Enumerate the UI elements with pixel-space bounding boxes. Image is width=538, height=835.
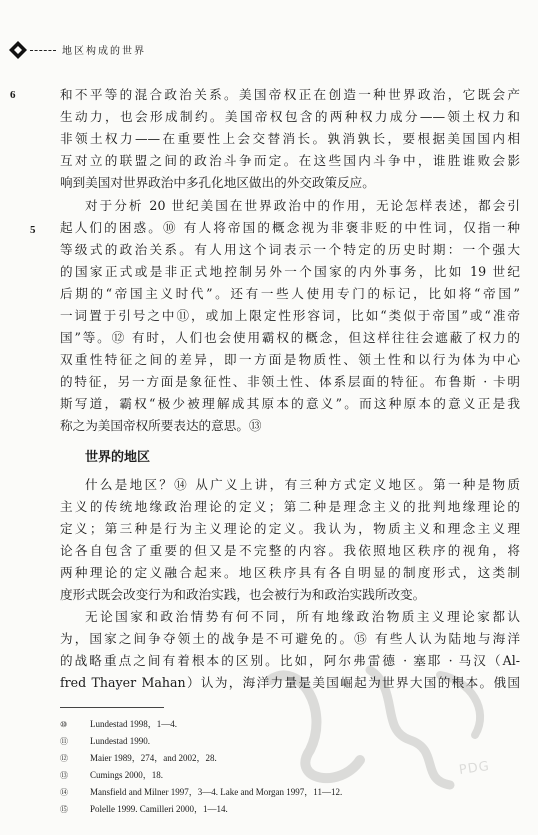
footnote-number: ⑭ xyxy=(60,788,68,797)
text-line: 和不平等的混合政治关系。美国帝权正在创造一种世界政治，它既会产 xyxy=(60,87,520,102)
text-line: 双重性特征之间的差异，即一方面是物质性、领土性和以行为体为中心 xyxy=(60,352,520,367)
text-line: 主义的传统地缘政治理论的定义；第二种是理念主义的批判地缘理论的 xyxy=(60,499,520,514)
text-line: 的特征，另一方面是象征性、非领土性、体系层面的特征。布鲁斯 · 卡明 xyxy=(60,374,520,389)
text-line: 两种理论的定义融合起来。地区秩序具有各自明显的制度形式，这类制 xyxy=(60,565,520,580)
running-header xyxy=(8,36,178,66)
text-line: 什么是地区？⑭ 从广义上讲，有三种方式定义地区。第一种是物质 xyxy=(85,477,520,492)
watermark-text: PDG xyxy=(458,758,491,779)
text-line: fred Thayer Mahan）认为，海洋力量是美国崛起为世界大国的根本。俄国 xyxy=(60,675,520,690)
footnote-number: ⑩ xyxy=(60,720,68,729)
text-line: 定义；第三种是行为主义理论的定义。我认为，物质主义和理念主义理 xyxy=(60,521,520,536)
text-line: 的战略重点之间有着根本的区别。比如，阿尔弗雷德 · 塞耶 · 马汉（Al- xyxy=(60,653,520,668)
header-dashed-rule xyxy=(30,50,56,51)
footnote-number: ⑫ xyxy=(60,754,68,763)
text-line: 称之为美国帝权所要表达的意思。⑬ xyxy=(60,418,262,433)
watermark-seal-icon xyxy=(250,650,520,800)
section-heading: 世界的地区 xyxy=(85,450,151,465)
footnote-number: ⑬ xyxy=(60,771,68,780)
text-line: 斯写道，霸权“极少被理解成其原本的意义”。而这种原本的意义正是我 xyxy=(60,396,520,411)
footnote xyxy=(60,801,520,817)
text-line: 后期的“帝国主义时代”。还有一些人使用专门的标记，比如将“帝国” xyxy=(60,286,520,301)
text-line: 响到美国对世界政治中多孔化地区做出的外交政策反应。 xyxy=(60,175,375,190)
margin-number: 6 xyxy=(10,89,16,101)
footnote-number: ⑮ xyxy=(60,805,68,814)
footnote-divider xyxy=(60,707,164,708)
footnote-text: Lundestad 1990. xyxy=(90,736,150,746)
footnote-text: Cumings 2000，18. xyxy=(90,770,164,780)
text-line: 为，国家之间争夺领土的战争是不可避免的。⑮ 有些人认为陆地与海洋 xyxy=(60,631,520,646)
diamond-ornament-icon xyxy=(8,40,28,60)
text-line: 生动力，也会形成制约。美国帝权包含的两种权力成分——领土权力和 xyxy=(60,109,520,124)
margin-number: 5 xyxy=(30,224,36,236)
header-title: 地区构成的世界 xyxy=(62,46,146,57)
text-line: 等级式的政治关系。有人用这个词表示一个特定的历史时期：一个强大 xyxy=(60,242,520,257)
text-line: 无论国家和政治情势有何不同，所有地缘政治物质主义理论家都认 xyxy=(85,609,520,624)
footnote-text: Maier 1989，274，and 2002，28. xyxy=(90,753,217,763)
text-line: 度形式既会改变行为和政治实践，也会被行为和政治实践所改变。 xyxy=(60,587,426,602)
footnote-text: Polelle 1999. Camilleri 2000，1—14. xyxy=(90,804,228,814)
text-line: 一词置于引号之中⑪，或加上限定性形容词，比如“类似于帝国”或“准帝 xyxy=(60,308,520,323)
text-line: 国”等。⑫ 有时，人们也会使用霸权的概念，但这样往往会遮蔽了权力的 xyxy=(60,330,520,345)
footnote-text: Lundestad 1998，1—4. xyxy=(90,719,177,729)
footnote-number: ⑪ xyxy=(60,737,68,746)
footnote-text: Mansfield and Milner 1997，3—4. Lake and Morgan 1997，11—12. xyxy=(90,787,343,797)
text-line: 起人们的困惑。⑩ 有人将帝国的概念视为非褒非贬的中性词，仅指一种 xyxy=(60,220,520,235)
text-line: 对于分析 20 世纪美国在世界政治中的作用，无论怎样表述，都会引 xyxy=(85,198,520,213)
watermark xyxy=(250,650,520,800)
text-line: 互对立的联盟之间的政治斗争而定。在这些国内斗争中，谁胜谁败会影 xyxy=(60,153,520,168)
text-line: 的国家正式或是非正式地控制另外一个国家的内外事务，比如 19 世纪 xyxy=(60,264,520,279)
text-line: 非领土权力——在重要性上会交替消长。孰消孰长，要根据美国国内相 xyxy=(60,131,520,146)
text-line: 论各自包含了重要的但又是不完整的内容。我依照地区秩序的视角，将 xyxy=(60,543,520,558)
